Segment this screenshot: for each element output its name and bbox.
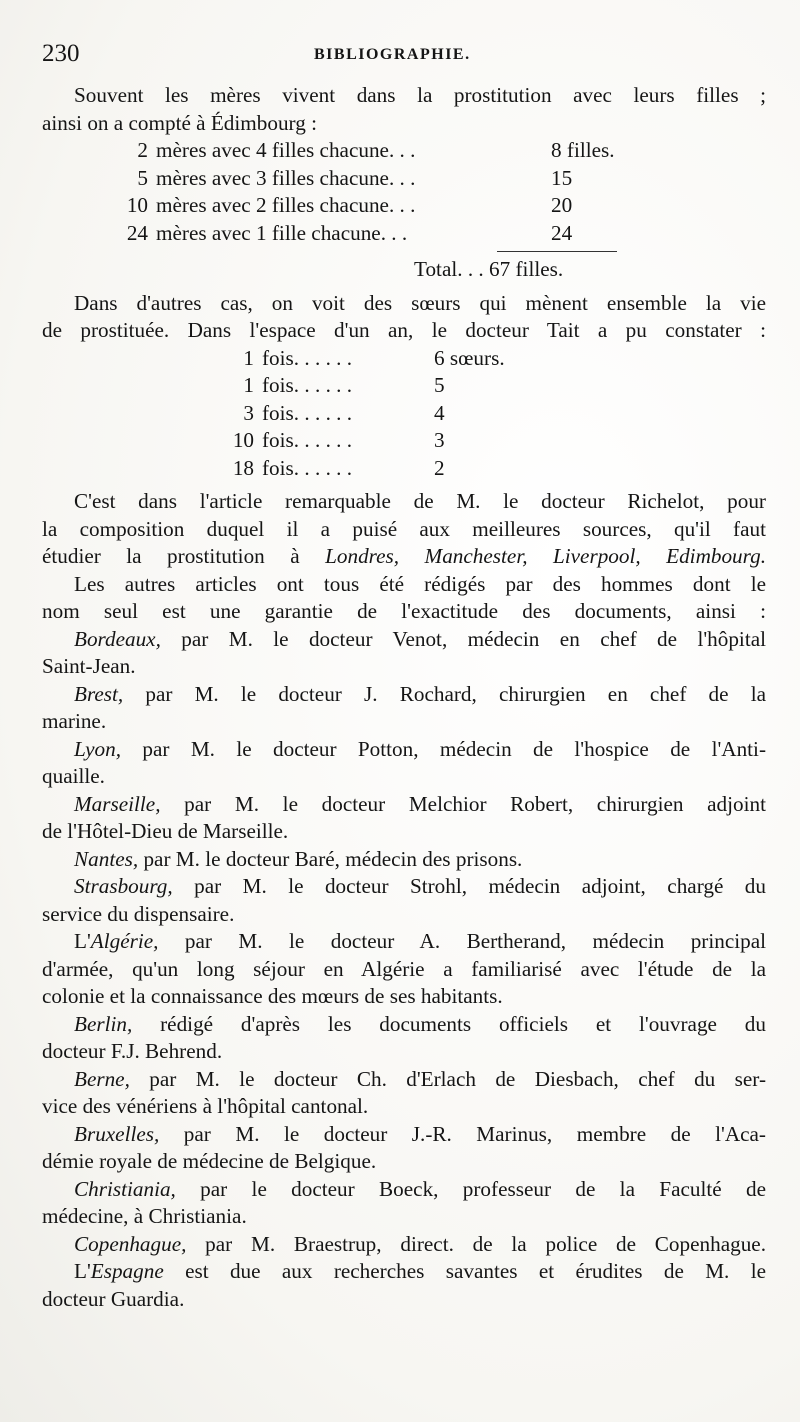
row-count: 1: [243, 345, 254, 370]
entry-place: Algérie,: [90, 929, 159, 953]
row-total: 24: [551, 220, 573, 245]
table-row: [42, 192, 766, 220]
page-number: 230: [42, 40, 80, 67]
entry-line: [42, 791, 766, 819]
row-label: mères avec 2 filles chacune. . .: [156, 193, 416, 217]
entry-place: Copenhague,: [74, 1231, 187, 1256]
entry-place: Bruxelles,: [74, 1121, 160, 1146]
row-count: 2: [137, 138, 148, 162]
entry-text: rédigé d'après les documents officiels et l'ouvrage du: [132, 1011, 766, 1036]
paragraph-sisters-line2: de prostituée. Dans l'espace d'un an, le docteur Tait a pu constater :: [42, 318, 766, 342]
row-label: fois. . . . . .: [262, 345, 353, 370]
row-count: 3: [243, 400, 254, 425]
row-label: fois. . . . . .: [262, 428, 353, 452]
entry-line: [42, 928, 766, 956]
paragraph-intro-line2: ainsi on a compté à Édimbourg :: [42, 110, 317, 135]
entry-text: par M. le docteur A. Bertherand, médecin principal: [158, 929, 766, 953]
row-label: fois. . . . . .: [262, 455, 353, 480]
entry-place: Bordeaux,: [74, 626, 161, 651]
entry-text: par M. le docteur Potton, médecin de l'hospice de l'Anti-: [121, 736, 766, 761]
entry-line: [42, 681, 766, 709]
row-value: 6 sœurs.: [434, 345, 505, 370]
entry-text: par M. le docteur Venot, médecin en chef de l'hôpital: [160, 626, 766, 651]
paragraph-sisters-line1: Dans d'autres cas, on voit des sœurs qui mènent ensemble la vie: [74, 290, 766, 315]
entry-text: par le docteur Boeck, professeur de la Faculté de: [175, 1176, 766, 1201]
table-total-row: [42, 256, 766, 284]
city-list: Londres, Manchester, Liverpool, Edimbourg.: [325, 544, 766, 568]
entry-prefix: L': [74, 1259, 91, 1283]
entry-place: Berne,: [74, 1066, 130, 1091]
entry-line: [42, 1231, 766, 1259]
row-value: 3: [434, 428, 445, 452]
entry-text: par M. le docteur J. Rochard, chirurgien en chef de la: [123, 681, 766, 706]
entry-line: vice des vénériens à l'hôpital cantonal.: [42, 1094, 369, 1118]
entry-text: est due aux recherches savantes et érudites de M. le: [163, 1259, 766, 1283]
row-count: 10: [232, 428, 254, 452]
paragraph-richelot-line2: la composition duquel il a puisé aux meilleures sources, qu'il faut: [42, 516, 766, 541]
entry-line: [42, 1066, 766, 1094]
entry-place: Marseille,: [74, 791, 161, 816]
entry-place: Berlin,: [74, 1011, 133, 1036]
entry-line: Saint-Jean.: [42, 654, 136, 678]
table-row: [42, 137, 766, 165]
entry-place: Strasbourg,: [74, 874, 173, 898]
edinburgh-table: [42, 137, 766, 284]
row-label: fois. . . . . .: [262, 373, 353, 397]
row-value: 5: [434, 373, 445, 397]
row-count: 5: [137, 165, 148, 190]
entry-line: service du dispensaire.: [42, 901, 235, 926]
entry-line: médecine, à Christiania.: [42, 1204, 247, 1228]
entry-prefix: L': [74, 929, 91, 953]
entry-text: par M. le docteur Strohl, médecin adjoint, chargé du: [172, 874, 766, 898]
entry-place: Espagne: [90, 1259, 164, 1283]
row-label: mères avec 1 fille chacune. . .: [156, 220, 408, 245]
entry-text: par M. Braestrup, direct. de la police de Copenhague.: [186, 1231, 766, 1256]
body-text: [42, 82, 766, 1313]
entry-line: [42, 1176, 766, 1204]
table-row: [42, 345, 766, 373]
paragraph-others-line2: nom seul est une garantie de l'exactitude des documents, ainsi :: [42, 599, 766, 623]
entry-text: par M. le docteur Melchior Robert, chirurgien adjoint: [160, 791, 766, 816]
row-value: 4: [434, 400, 445, 425]
entry-line: marine.: [42, 709, 107, 733]
entry-text: par M. le docteur Baré, médecin des prisons.: [138, 846, 523, 871]
entry-line: colonie et la connaissance des mœurs de ses habitants.: [42, 984, 503, 1008]
row-count: 1: [243, 373, 254, 397]
running-head: [42, 40, 770, 70]
entry-place: Brest,: [74, 681, 124, 706]
entry-line: quaille.: [42, 764, 105, 788]
table-total: Total. . . 67 filles.: [414, 257, 564, 281]
paragraph-richelot-line1: C'est dans l'article remarquable de M. le docteur Richelot, pour: [74, 489, 766, 513]
entry-line: [42, 873, 766, 901]
paragraph-others-line1: Les autres articles ont tous été rédigés par des hommes dont le: [74, 571, 766, 596]
entry-line: [42, 846, 766, 874]
paragraph-intro-line1: Souvent les mères vivent dans la prostitution avec leurs filles ;: [74, 83, 766, 107]
table-row: [42, 427, 766, 455]
row-label: mères avec 4 filles chacune. . .: [156, 138, 416, 162]
entry-line: docteur F.J. Behrend.: [42, 1039, 223, 1063]
entry-line: [42, 626, 766, 654]
entry-line: [42, 1258, 766, 1286]
entry-text: par M. le docteur J.-R. Marinus, membre de l'Aca-: [159, 1121, 766, 1146]
sisters-table: [42, 345, 766, 483]
entry-line: d'armée, qu'un long séjour en Algérie a familiarisé avec l'étude de la: [42, 956, 766, 981]
entry-line: [42, 1121, 766, 1149]
entry-place: Christiania,: [74, 1176, 176, 1201]
running-title: BIBLIOGRAPHIE.: [314, 46, 471, 63]
row-total: 20: [551, 193, 573, 217]
row-total: 8 filles.: [551, 138, 615, 162]
table-row: [42, 455, 766, 483]
row-value: 2: [434, 455, 445, 480]
row-count: 24: [126, 220, 148, 245]
entry-place: Lyon,: [74, 736, 122, 761]
entry-line: démie royale de médecine de Belgique.: [42, 1149, 377, 1173]
entry-line: de l'Hôtel-Dieu de Marseille.: [42, 819, 289, 843]
table-row: [42, 372, 766, 400]
table-row: [42, 400, 766, 428]
row-total: 15: [551, 165, 573, 190]
row-label: mères avec 3 filles chacune. . .: [156, 165, 416, 190]
entry-text: par M. le docteur Ch. d'Erlach de Diesbach, chef du ser-: [129, 1066, 766, 1091]
paragraph-richelot-line3: [42, 543, 766, 571]
row-label: fois. . . . . .: [262, 400, 353, 425]
sum-rule: [497, 251, 617, 252]
entry-line: [42, 736, 766, 764]
table-row: [42, 220, 766, 248]
row-count: 18: [232, 455, 254, 480]
row-count: 10: [126, 193, 148, 217]
entry-line: docteur Guardia.: [42, 1286, 185, 1311]
table-row: [42, 165, 766, 193]
entry-line: [42, 1011, 766, 1039]
entry-place: Nantes,: [74, 846, 139, 871]
text-run: étudier la prostitution à: [42, 544, 326, 568]
